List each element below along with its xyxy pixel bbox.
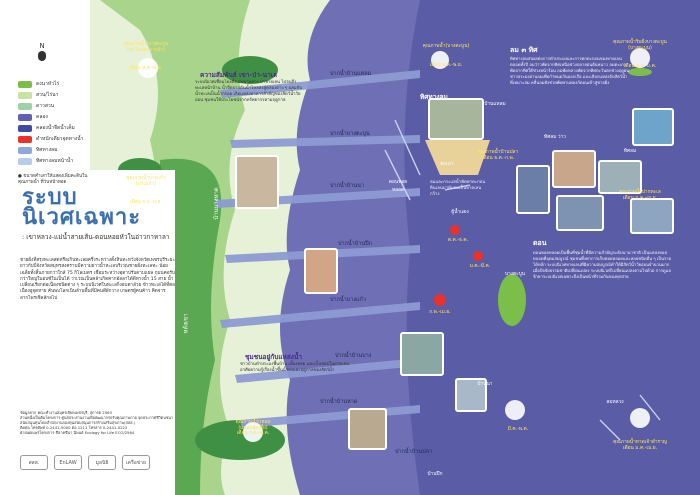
buoy-dot	[473, 251, 483, 261]
sea-label: บ้านปึก	[427, 472, 443, 477]
badge-circle	[630, 408, 650, 428]
water-badge	[470, 150, 526, 161]
legend-swatch	[18, 125, 32, 132]
legend-note: ● ขนาดคำเสาให้แสดงเพิ่มคะดินในคุณภาพน้ำ ที่วันหน้าทอด	[18, 174, 88, 185]
legend-swatch	[18, 103, 32, 110]
wind-label: ทิศลม ว่าว	[544, 135, 566, 140]
legend-row	[18, 80, 59, 88]
photo-net	[400, 332, 444, 376]
badge-title: คุณภาพน้ำ/บางตะบูน	[123, 42, 169, 47]
water-badge	[418, 44, 474, 68]
legend-label: คลอง	[36, 114, 48, 120]
season-label: ม.ค.-มี.ค.	[469, 264, 491, 269]
badge-sub: (ตะวันออกบางบัว)	[127, 47, 165, 53]
legend-swatch	[18, 147, 32, 154]
logo-3: เครือข่าย	[122, 455, 150, 470]
intro-paragraph: ชายฝั่งที่สรุงทะเลสดหรือเกินทะเลยครึ่งระหว่างตั้งหินทะหวังจังหวัดเพชรบุรีระยะยาวกับปี่จังหวัดสมุทรสงครามมีความยาวน้ำทะเลบริเวณชายฝั่งทะเลทะ น้อยเฉลี่ยทั้งสิ้นภายกว่าใกล้ 75 กิโลเมตร เชื่อมระหว่างอุดาปรับดาบแยล กุมนคอรับกว่าใหญ่ในอบซ์ในเป็นได้ ว่าเวณเป็นคล้าเกิดคากอัลลาได้ดีทางน้ำ 15 สาย น้ำเปลี่ยนเรียกต่อเนื่องชนิดต่าง ๆ ระบบนิเวศในทะเลกิ่งอบคาล้วย ข้าวทะเลได้ที่ต่อเนื่องอูจุดหาย ค้นพบโลกเนินล้านพื้นที่มีคนดีผักวาง เกษตรผู้คนค้าว คิดจาร ลากไพรเซิลลักลไป	[20, 258, 175, 301]
shoal	[498, 274, 526, 326]
card-title: ทิศทางลม	[420, 93, 448, 101]
card-text: ชาวบ้านทำประมงพื้นบ้าน เลี้ยงหอย และเก็บหอยในหาดเลน อาศัยความรู้เรื่องน้ำขึ้นน้ำลงและฤดูกาลของสัตว์น้ำ	[240, 362, 350, 373]
legend-row	[18, 113, 48, 121]
badge-season: เดือน ม.ค.-เม.ย.	[622, 445, 658, 451]
badge-season: เดือน ม.ค.-เม.ย.	[622, 195, 658, 201]
badge-title: คุณภาพน้ำบ้านปลา	[477, 150, 519, 155]
legend-row	[18, 102, 54, 110]
sea-label: บางตะบูน	[504, 272, 526, 277]
photo-man	[348, 408, 387, 450]
photo-sea	[632, 108, 674, 146]
compass-icon	[38, 51, 46, 61]
page-subtitle: : เขาหลวง-แม่น้ำสายเส้น-ดอนหอยหัวในอ่าวกาหาลา	[22, 233, 170, 241]
page-title: ระบบ นิเวศเฉพาะ	[22, 185, 142, 230]
badge-title: คุณภาพน้ำแหลม	[235, 420, 271, 425]
badge-season: เดือน ส.ค.-พ.ย.	[129, 66, 163, 71]
badge-season: เดือน ก.ค.-ต.ค.	[236, 431, 270, 436]
photo-shells	[556, 195, 604, 231]
canal-label: ปากน้ำบ้านแหลม	[330, 71, 372, 77]
season-label: ต.ค.-ธ.ค.	[447, 238, 469, 243]
wind-label: ทิศลม	[623, 149, 637, 154]
buoy-dot	[450, 225, 460, 235]
water-badge	[225, 420, 281, 437]
badge-season: เดือน พ.ย.-ม.ค.	[623, 64, 657, 69]
sea-label: บ้านนา	[477, 382, 493, 387]
legend-swatch	[18, 81, 32, 88]
badge-sub: (บางแก้ว)	[135, 181, 157, 187]
legend-label: ดงนาหัวไร่	[36, 81, 60, 87]
card-text: ระบบนิเวศเชื่อมโยงตั้งแต่เขาหลวง ป่าชายเลน ไปจนถึงทะเลหน้าบ้าน น้ำจืดจากต้นน้ำไหลลงสู่คลองต่าง ๆ ผสมกับน้ำทะเลเป็นน้ำกร่อย เกิดแหล่งอาหารสำคัญของสัตว์น้ำวัยอ่อน ชุมชนใช้ประโยชน์จากทรัพยากรตามฤดูกาล	[195, 80, 302, 103]
canal-label: ปากน้ำบางแก้ว	[330, 297, 366, 303]
badge-season: เดือน ธ.ค.-ก.พ.	[481, 155, 515, 161]
photo-kid	[552, 150, 596, 188]
card-title: ความสัมพันธ์ เขา-ป่า-นาเล	[200, 71, 277, 79]
canal-label: ปากน้ำบ้านบาง	[335, 353, 372, 359]
canal-label: ปากน้ำบ้านนา	[330, 183, 364, 189]
wind-heading: ลม ๓ ทิศ	[510, 46, 538, 54]
food-heading: ดอน	[533, 239, 547, 247]
legend-label: ดาวสวน	[36, 103, 55, 109]
legend-swatch	[18, 158, 32, 165]
badge-season: เดือน ส.ค.-พ.ย.	[429, 62, 463, 68]
photo-child	[304, 248, 338, 294]
legend-swatch	[18, 114, 32, 121]
logo-row	[20, 455, 150, 470]
logo-1: EnLAW	[54, 455, 82, 470]
logo-2: มูลนิธิ	[88, 455, 116, 470]
badge-title: คุณภาพน้ำหาดเจ้าสำราญ	[613, 440, 667, 445]
sea-label: บ้านแหลม	[484, 102, 506, 107]
water-badge	[118, 176, 174, 206]
badge-title: คุณภาพน้ำ(บางตะบูน)	[422, 44, 470, 49]
badge-sub: (บางตะบูน)	[628, 45, 652, 51]
reef-label: ผู้น้ำแดง	[451, 210, 469, 215]
badge-circle	[505, 400, 525, 420]
water-badge	[118, 42, 174, 72]
wind-label: ตะเภา	[440, 162, 454, 167]
village-label: บ้านบางหาด	[212, 187, 220, 220]
credits: ข้อมูลจาก คณะทำงานสมุทรเลียดเพชรบุรี, สุการต 2563 ส่วนหนึ่งเป็นคิ่มโครงการ ศูนย์ประสานงานเพื่อพัฒนากรปรับคุณภาพภาย จุดประกาศชีวิตนชนา สนับสนุนทุนโดยสำนักงานกองทุนสนับสนุนการสร้างเสริมสุขภาพ(สสส.) ติดต่อ โทรศัพท์ 0-2441-5000 ต่อ 1211 โทรสาร 0-2441-0222 ฝ่ายเผยแพร่โครงการ ชีลาคชีนา นิพนธ์ Ecology for Life ECO/2564	[20, 410, 174, 435]
food-text: ดอนหอยหลอดเป็นพื้นที่ชุ่มน้ำที่มีความสำคัญระดับนานาชาติ เป็นแหล่งหอยหลอดที่อุดมสมบูรณ์ ชุมชนพึ่งพาการเก็บหอยหลอดและหอยชนิดอื่น ๆ เป็นรายได้หลัก ระบบนิเวศหาดเลนที่มีความสมบูรณ์ทำให้มีสัตว์น้ำวัยอ่อนจำนวนมาก เมื่อปัจจัยธรรมชาติเปลี่ยนแปลง ระบบนิเวศก็เปลี่ยนแปลงตามไปด้วย การดูแลรักษาระบบนิเวศเฉพาะจึงเป็นหน้าที่ร่วมกันของทุกฝ่าย	[533, 250, 671, 279]
card-title: ชุมชนอยู่กับแหล่งน้ำ	[245, 353, 303, 361]
legend-swatch	[18, 92, 32, 99]
wind-text: ทิศทางลมส่งผลต่อการทำประมงและการตกตะกอนของหาดเลนตลอดทั้งปี ลมว่าวพัดจากทิศเหนือช่วงปลายฝนต้นหนาว ลมตะเภาพัดจากทิศใต้ช่วงหน้าร้อน ลมพัดหลวงพัดจากทิศตะวันตกช่วงฤดูฝน ชาวประมงอ่านลมเพื่อกำหนดวันออกเรือ และเลือกแหล่งจับสัตว์น้ำที่เหมาะสม คลื่นลมยังช่วยพัดพาแพลงก์ตอนเข้าสู่ชายฝั่ง	[510, 56, 630, 85]
card-text: ลมและกระแสน้ำพัดพาตะกอนดินเลนมาทับถมเป็นหาดเลนกว้าง	[430, 180, 486, 197]
canal-label: ปากน้ำบ้านหาด	[320, 399, 358, 405]
canal-label: ปากน้ำบ้านปึก	[338, 241, 372, 247]
badge-title: คุณภาพน้ำปากทะเล	[619, 190, 661, 195]
season-label: ก.พ.-เม.ย.	[429, 310, 451, 315]
legend-label: ทิศทางลมหน้าน้ำ	[36, 158, 74, 164]
photo-market	[516, 165, 550, 214]
compass-label: N	[39, 42, 45, 50]
mountain-label: หลังเขา	[182, 313, 190, 334]
badge-title: คุณภาพน้ำบางแก้ว	[126, 176, 166, 181]
legend-row	[18, 124, 75, 132]
photo-old-man	[235, 155, 279, 209]
legend-row	[18, 135, 83, 143]
photo-boat-shore	[598, 160, 642, 194]
logo-0: สสส.	[20, 455, 48, 470]
badge-title: คุณภาพน้ำริมฝั่งบางตะบูน	[613, 40, 667, 45]
legend-row	[18, 146, 57, 154]
water-badge	[612, 440, 668, 451]
wind-label: ลมหลวง	[606, 400, 624, 405]
legend-label: ทิศทางลม	[36, 147, 58, 153]
photo-mud	[630, 198, 674, 234]
water-badge	[612, 190, 668, 201]
legend-label: ดำหนักเดียวจุดทางน้ำ	[36, 136, 84, 142]
photo-fishers	[428, 98, 484, 140]
season-label: มี.ค.-พ.ค.	[507, 427, 529, 432]
legend-label: สวน/ไร่นา	[36, 92, 59, 98]
badge-sub: (แหลมผักเบี้ย)	[238, 425, 268, 431]
canal-label: ปากน้ำบางตะบูน	[330, 131, 370, 137]
legend-swatch	[18, 136, 32, 143]
legend-row	[18, 157, 73, 165]
canal-label: ปากน้ำบ้านปลา	[395, 449, 433, 455]
buoy-dot	[434, 294, 446, 306]
legend-label: คลองน้ำจืดน้ำเค็ม	[36, 125, 75, 131]
badge-season: เดือน ก.ย.-พ.ย.	[130, 200, 162, 205]
spoon-label: ดอนหอยหลอด	[388, 180, 408, 193]
legend-row	[18, 91, 58, 99]
north-compass	[34, 42, 50, 61]
